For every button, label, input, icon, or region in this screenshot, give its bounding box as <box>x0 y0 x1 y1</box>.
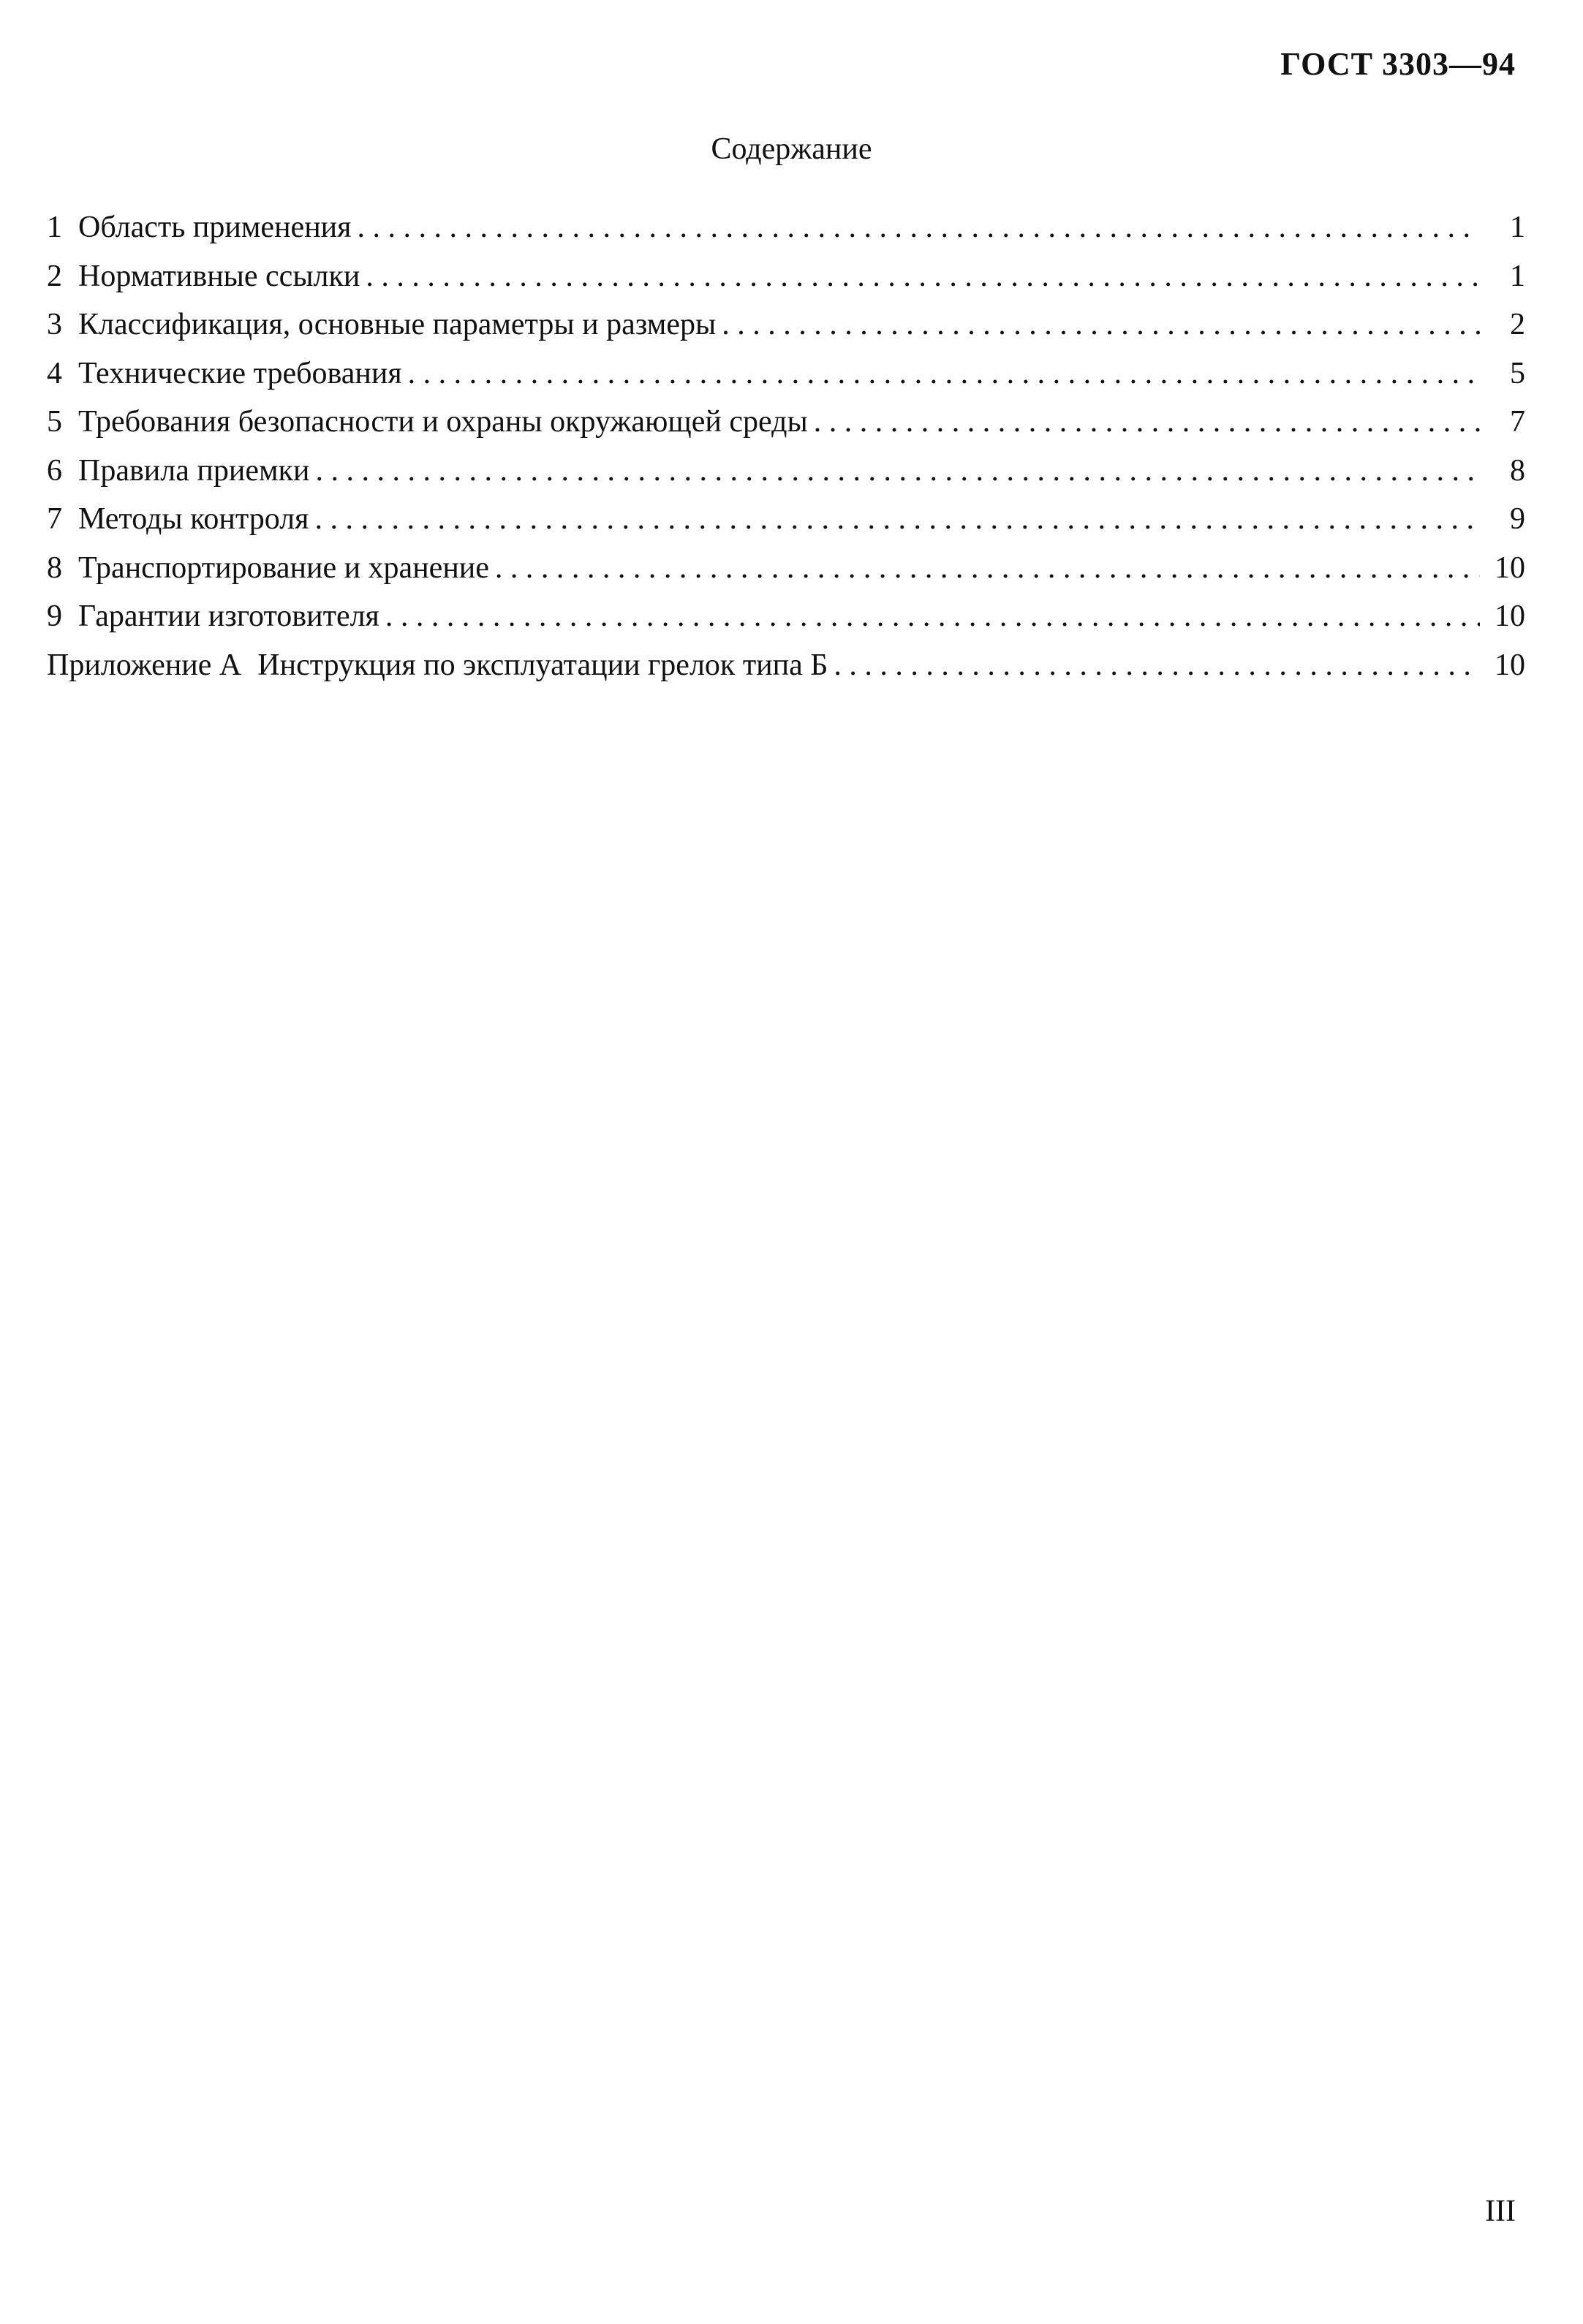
toc-leader-dots <box>314 495 1480 544</box>
toc-leader-dots <box>315 447 1480 496</box>
toc-entry-appendix-a[interactable] <box>47 641 1525 690</box>
toc-entry-label: Нормативные ссылки <box>78 259 360 293</box>
document-standard-id: ГОСТ 3303—94 <box>1280 46 1516 82</box>
toc-title: Содержание <box>711 132 872 166</box>
toc-leader-dots <box>408 349 1480 398</box>
toc-entry-label: Методы контроля <box>78 502 309 536</box>
toc-entry-label: Правила приемки <box>78 453 310 488</box>
toc-entry-2[interactable] <box>47 252 1525 301</box>
toc-entry-4[interactable] <box>47 349 1525 398</box>
toc-entry-page: 10 <box>1495 648 1525 682</box>
toc-entry-label: Транспортирование и хранение <box>78 550 489 585</box>
toc-leader-dots <box>722 300 1480 349</box>
toc-entry-page: 5 <box>1510 356 1525 390</box>
toc-entry-label: Технические требования <box>78 356 402 390</box>
toc-entry-page: 1 <box>1510 211 1525 244</box>
toc-entry-label: Классификация, основные параметры и размеры <box>78 308 717 341</box>
toc-entry-number: 5 <box>47 405 62 439</box>
toc-entry-label: Гарантии изготовителя <box>78 599 379 633</box>
toc-entry-number: 1 <box>47 211 62 244</box>
toc-entry-1[interactable] <box>47 203 1525 252</box>
toc-entry-number: 2 <box>47 259 62 293</box>
toc-entry-page: 10 <box>1495 599 1525 633</box>
toc-entry-number: Приложение А <box>47 648 242 682</box>
toc-entry-number: 9 <box>47 599 62 633</box>
toc-leader-dots <box>385 592 1480 641</box>
toc-leader-dots <box>834 641 1480 690</box>
toc-entry-page: 2 <box>1510 308 1525 341</box>
toc-entry-number: 6 <box>47 453 62 488</box>
toc-entry-7[interactable] <box>47 495 1525 544</box>
toc-entry-number: 7 <box>47 502 62 536</box>
toc-entry-5[interactable] <box>47 398 1525 447</box>
toc-entry-number: 3 <box>47 308 62 341</box>
toc-entry-6[interactable] <box>47 447 1525 496</box>
toc-entry-label: Инструкция по эксплуатации грелок типа Б <box>257 648 828 682</box>
toc-entry-page: 7 <box>1510 405 1525 439</box>
toc-entry-8[interactable] <box>47 544 1525 593</box>
toc-leader-dots <box>814 398 1480 447</box>
table-of-contents <box>47 203 1525 689</box>
toc-entry-page: 10 <box>1495 550 1525 585</box>
toc-leader-dots <box>495 544 1480 593</box>
toc-entry-number: 8 <box>47 550 62 585</box>
toc-leader-dots <box>366 252 1480 301</box>
toc-entry-9[interactable] <box>47 592 1525 641</box>
toc-entry-label: Область применения <box>78 211 352 244</box>
toc-entry-page: 8 <box>1510 453 1525 488</box>
toc-entry-label: Требования безопасности и охраны окружающей среды <box>78 405 808 439</box>
toc-entry-page: 9 <box>1510 502 1525 536</box>
toc-entry-page: 1 <box>1510 259 1525 293</box>
toc-entry-number: 4 <box>47 356 62 390</box>
page-number: III <box>1485 2195 1516 2228</box>
toc-leader-dots <box>357 203 1480 252</box>
toc-entry-3[interactable] <box>47 300 1525 349</box>
